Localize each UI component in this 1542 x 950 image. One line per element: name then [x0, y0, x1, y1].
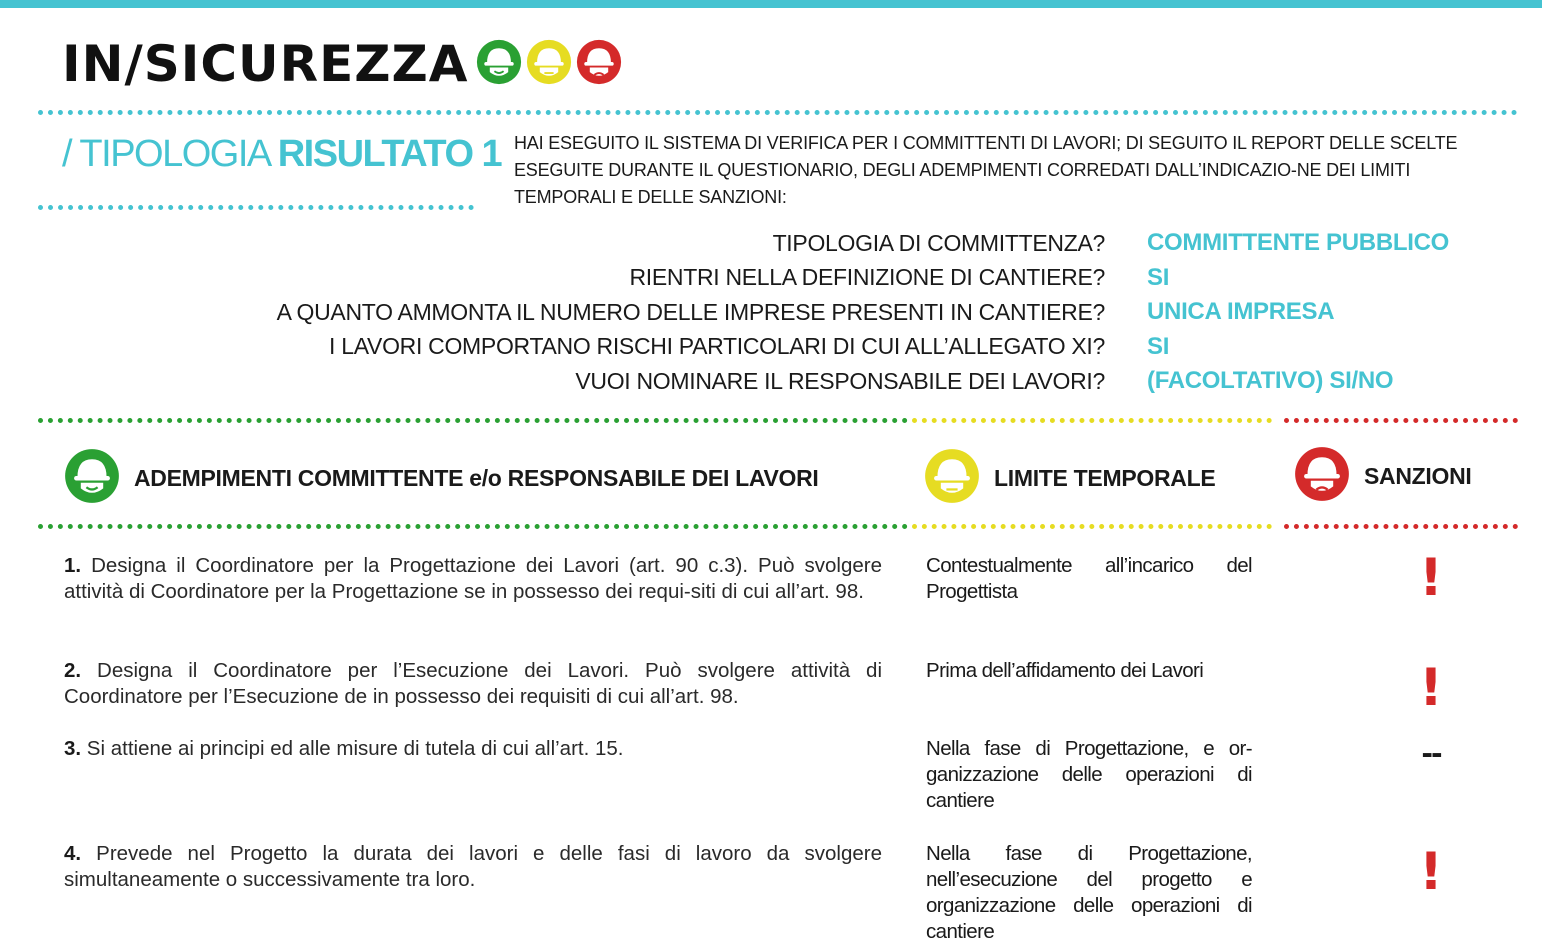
- divider-red: [1284, 418, 1518, 423]
- top-accent-bar: [0, 0, 1542, 8]
- item-number: 1.: [64, 554, 82, 577]
- green-helmet-icon: [64, 448, 120, 509]
- answer: COMMITTENTE PUBBLICO: [1147, 229, 1449, 257]
- divider-yellow: [912, 418, 1272, 423]
- item-limit: Nella fase di Progettazione, e or-ganizzazione delle operazioni di cantiere: [926, 737, 1252, 812]
- divider-yellow: [912, 524, 1272, 529]
- answer: UNICA IMPRESA: [1147, 298, 1335, 326]
- question: I LAVORI COMPORTANO RISCHI PARTICOLARI DI CUI ALL’ALLEGATO XI?: [329, 333, 1105, 360]
- divider-dotted: [38, 110, 1518, 115]
- divider-green: [38, 524, 908, 529]
- divider-green: [38, 418, 908, 423]
- sanction-mark: !: [1419, 658, 1443, 718]
- column-header-limite: [924, 448, 1215, 509]
- item-text: Designa il Coordinatore per l’Esecuzione dei Lavori. Può svolgere attività di Coordinatore per l’Esecuzione de in possesso dei requisiti di cui all’art. 98.: [64, 659, 882, 708]
- qa-row: [150, 226, 1449, 261]
- answer: SI: [1147, 332, 1170, 360]
- column-title: LIMITE TEMPORALE: [994, 465, 1216, 491]
- item-limit: Prima dell’affidamento dei Lavori: [926, 659, 1204, 682]
- column-title: SANZIONI: [1364, 463, 1472, 489]
- divider-red: [1284, 524, 1518, 529]
- qa-row: [150, 330, 1449, 365]
- question: VUOI NOMINARE IL RESPONSABILE DEI LAVORI?: [575, 367, 1105, 394]
- red-helmet-icon: [576, 39, 622, 90]
- qa-row: [150, 364, 1449, 399]
- list-item: [64, 841, 882, 893]
- column-header-adempimenti: [64, 448, 819, 509]
- divider-dotted: [38, 205, 474, 210]
- logo-text: IN/SICUREZZA: [62, 35, 469, 93]
- answer: (FACOLTATIVO) SI/NO: [1147, 367, 1394, 395]
- yellow-helmet-icon: [526, 39, 572, 90]
- column-title: ADEMPIMENTI COMMITTENTE e/o RESPONSABILE DEI LAVORI: [134, 465, 819, 491]
- item-text: Si attiene ai principi ed alle misure di tutela di cui all’art. 15.: [81, 737, 624, 760]
- answer: SI: [1147, 263, 1170, 291]
- list-item: [64, 553, 882, 605]
- qa-row: [150, 295, 1449, 330]
- sanction-indicator: [1392, 737, 1470, 770]
- item-number: 3.: [64, 737, 82, 760]
- section-title-emphasis: RISULTATO 1: [277, 133, 502, 175]
- item-number: 2.: [64, 659, 82, 682]
- green-helmet-icon: [476, 39, 522, 90]
- logo-icons: [476, 39, 622, 90]
- sanction-mark: --: [1421, 737, 1441, 770]
- sanction-indicator: [1392, 548, 1470, 608]
- sanction-mark: !: [1419, 548, 1443, 608]
- section-title: [62, 134, 501, 176]
- item-text: Designa il Coordinatore per la Progettazione dei Lavori (art. 90 c.3). Può svolgere attività di Coordinatore per la Progettazione se in possesso dei requi-siti di cui all’art. 98.: [64, 554, 882, 603]
- item-limit: Nella fase di Progettazione, nell’esecuzione del progetto e organizzazione delle operazioni di cantiere: [926, 842, 1252, 943]
- list-item: [64, 736, 882, 762]
- sanction-mark: !: [1419, 842, 1443, 902]
- intro-text: HAI ESEGUITO IL SISTEMA DI VERIFICA PER I COMMITTENTI DI LAVORI; DI SEGUITO IL REPORT DELLE SCELTE ESEGUITE DURANTE IL QUESTIONARIO, DEGLI ADEMPIMENTI CORREDATI DALL’INDICAZIO-NE DEI LIMITI TEMPORALI E DELLE SANZIONI:: [514, 133, 1458, 207]
- logo: [62, 34, 622, 94]
- sanction-indicator: [1392, 658, 1470, 718]
- question: RIENTRI NELLA DEFINIZIONE DI CANTIERE?: [629, 264, 1105, 291]
- section-title-prefix: / TIPOLOGIA: [62, 133, 278, 175]
- column-header-sanzioni: [1294, 446, 1472, 507]
- sanction-indicator: [1392, 842, 1470, 902]
- questionnaire-summary: [150, 226, 1449, 399]
- yellow-helmet-icon: [924, 448, 980, 509]
- item-limit: Contestualmente all’incarico del Progettista: [926, 554, 1252, 603]
- list-item: [64, 658, 882, 710]
- question: A QUANTO AMMONTA IL NUMERO DELLE IMPRESE PRESENTI IN CANTIERE?: [276, 298, 1105, 325]
- item-number: 4.: [64, 842, 82, 865]
- qa-row: [150, 261, 1449, 296]
- item-text: Prevede nel Progetto la durata dei lavori e delle fasi di lavoro da svolgere simultaneamente o successivamente tra loro.: [64, 842, 882, 891]
- question: TIPOLOGIA DI COMMITTENZA?: [772, 229, 1105, 256]
- red-helmet-icon: [1294, 446, 1350, 507]
